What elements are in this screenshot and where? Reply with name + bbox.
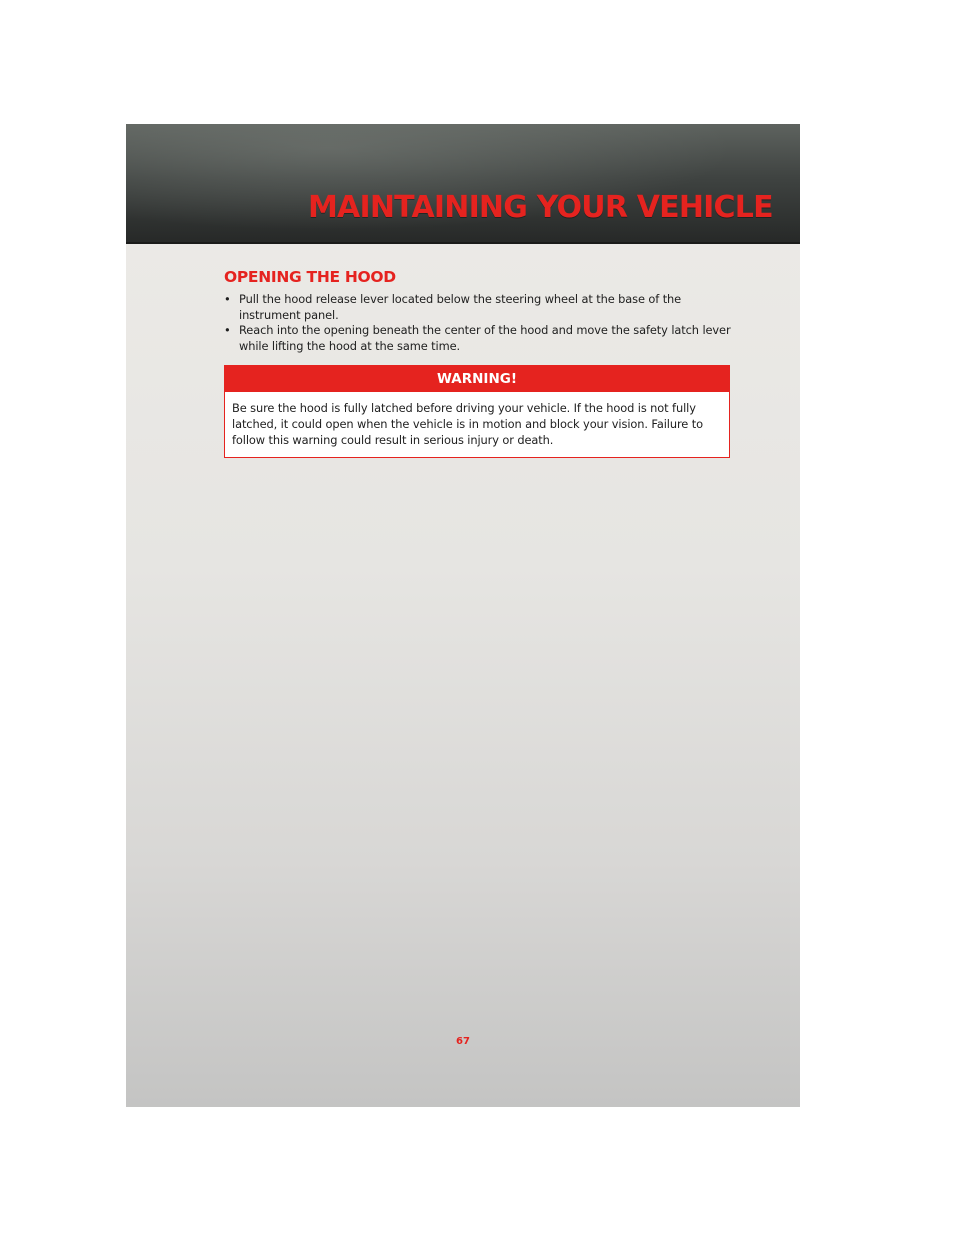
warning-title: WARNING! <box>225 366 729 392</box>
instruction-item <box>224 323 732 354</box>
chapter-header-band <box>126 124 800 244</box>
warning-box <box>224 365 730 458</box>
manual-page <box>126 124 800 1107</box>
instruction-list <box>224 292 732 354</box>
instruction-text: Pull the hood release lever located below the steering wheel at the base of the instrument panel. <box>239 292 682 322</box>
opening-the-hood-section <box>224 268 732 354</box>
instruction-text: Reach into the opening beneath the center of the hood and move the safety latch lever while lifting the hood at the same time. <box>239 323 731 353</box>
section-heading: OPENING THE HOOD <box>224 268 396 286</box>
warning-text: Be sure the hood is fully latched before driving your vehicle. If the hood is not fully latched, it could open when the vehicle is in motion and block your vision. Failure to follow this warning could result in serious injury or death. <box>232 401 703 447</box>
bullet-icon: • <box>224 292 231 306</box>
instruction-item <box>224 292 732 323</box>
bullet-icon: • <box>224 323 231 337</box>
chapter-title: MAINTAINING YOUR VEHICLE <box>308 190 773 225</box>
page-number: 67 <box>456 1036 470 1047</box>
